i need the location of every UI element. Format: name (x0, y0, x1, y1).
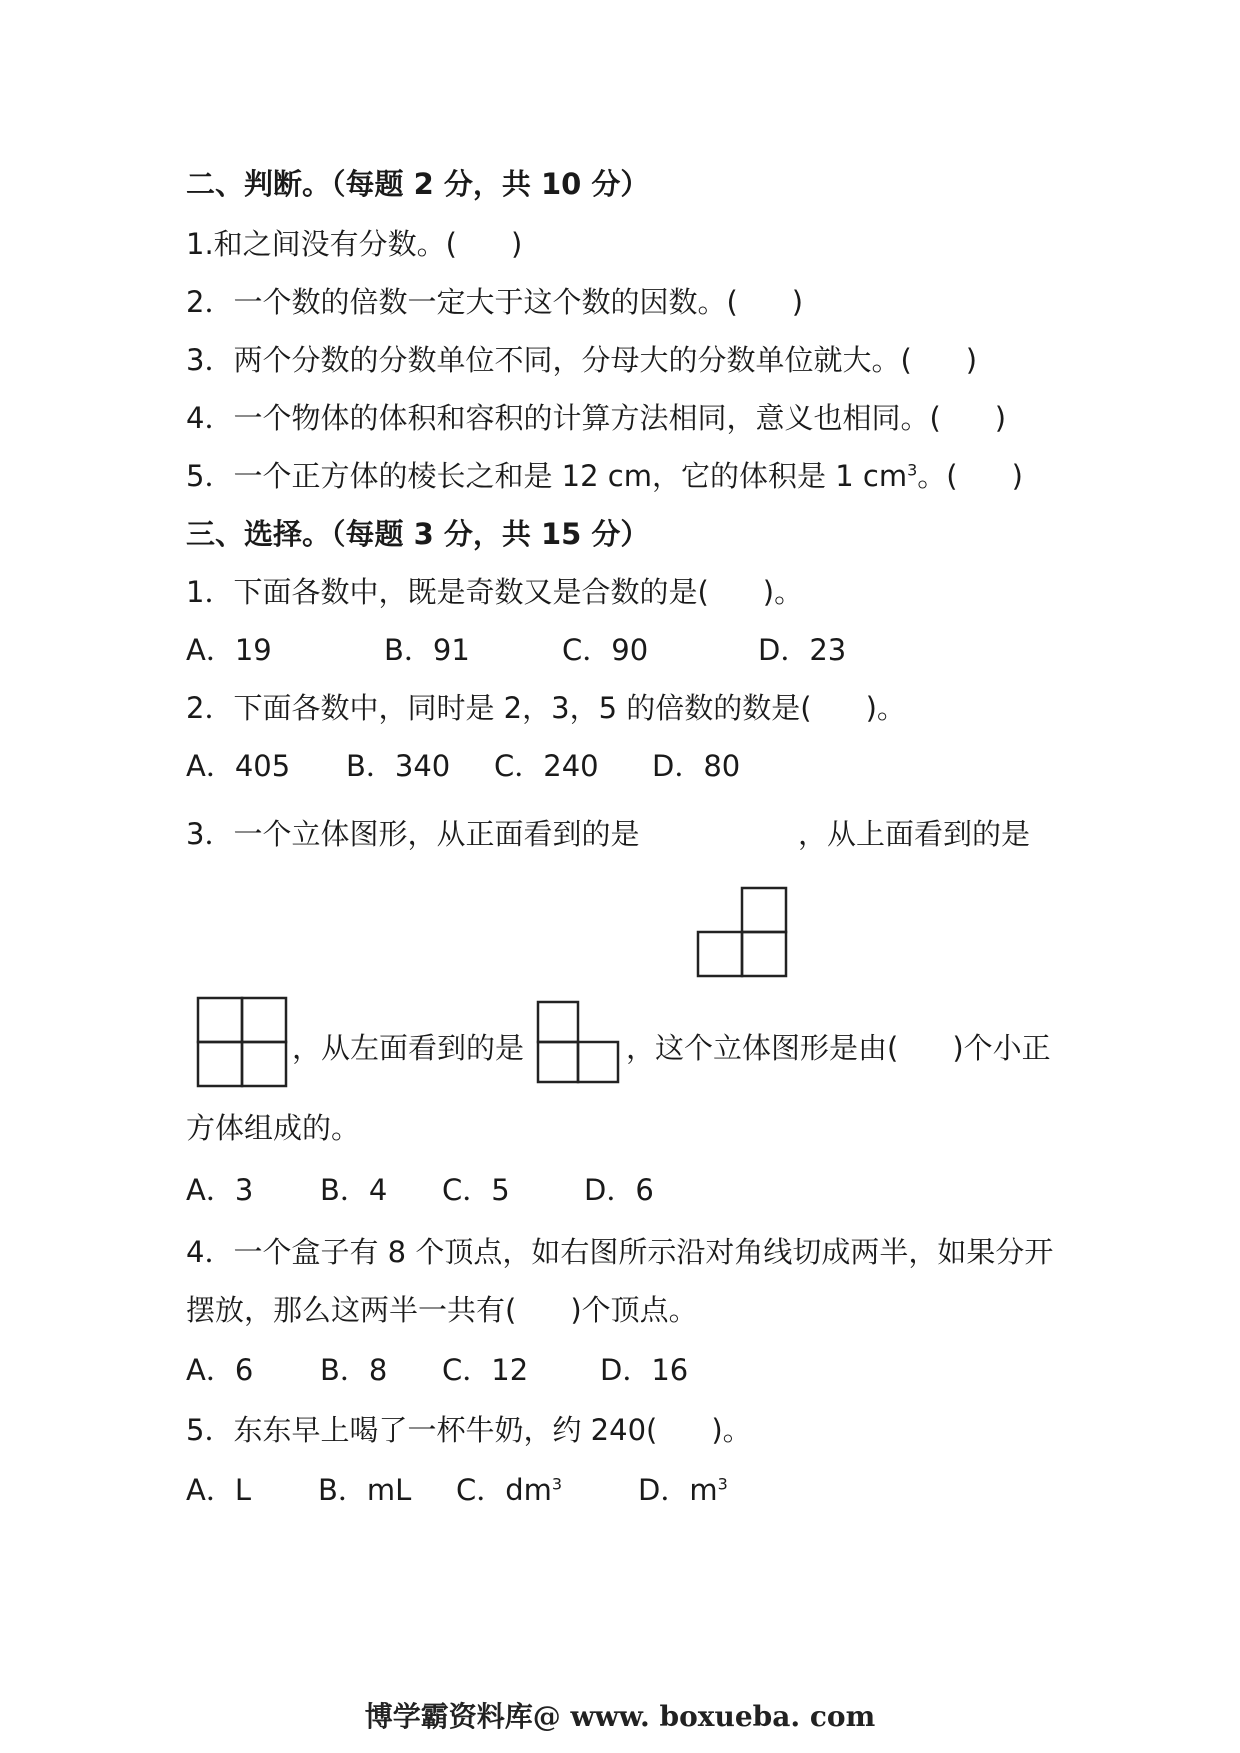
choice-q3-line1: 3．一个立体图形，从正面看到的是 (186, 817, 640, 851)
option-c: C．12 (442, 1353, 529, 1387)
choice-q4-line2: 摆放，那么这两半一共有( )个顶点。 (186, 1293, 698, 1327)
judge-item-1: 1.和之间没有分数。( ) (186, 227, 523, 261)
option-c: C．240 (494, 749, 599, 783)
choice-q5-stem: 5．东东早上喝了一杯牛奶，约 240( )。 (186, 1413, 752, 1447)
choice-q3-line1b: ，从上面看到的是 (798, 817, 1031, 851)
option-b: B．91 (384, 633, 470, 667)
option-a: A．3 (186, 1173, 254, 1207)
option-a: A．19 (186, 633, 272, 667)
choice-q1-stem: 1．下面各数中，既是奇数又是合数的是( )。 (186, 575, 804, 609)
left-view-grid (534, 1000, 624, 1086)
option-b: B．mL (318, 1473, 412, 1507)
choice-q4-line1: 4．一个盒子有 8 个顶点，如右图所示沿对角线切成两半，如果分开 (186, 1235, 1054, 1269)
top-view-grid (194, 996, 290, 1090)
option-d: D．80 (652, 749, 741, 783)
front-view-grid (694, 886, 790, 980)
judge-item-2: 2．一个数的倍数一定大于这个数的因数。( ) (186, 285, 804, 319)
choice-q2-stem: 2．下面各数中，同时是 2，3，5 的倍数的数是( )。 (186, 691, 906, 725)
section3-heading: 三、选择。（每题 3 分，共 15 分） (186, 517, 650, 551)
option-c: C．5 (442, 1173, 510, 1207)
footer-watermark: 博学霸资料库@ www. boxueba. com (364, 1700, 876, 1733)
option-d: D．$m^3$ (638, 1473, 728, 1507)
option-a: A．6 (186, 1353, 254, 1387)
option-c: C．90 (562, 633, 649, 667)
option-b: B．4 (320, 1173, 388, 1207)
judge-item-4: 4．一个物体的体积和容积的计算方法相同，意义也相同。( ) (186, 401, 1007, 435)
option-b: B．8 (320, 1353, 388, 1387)
choice-q3-line3: 方体组成的。 (186, 1111, 361, 1145)
choice-q3-line2a: ，从左面看到的是 (292, 1031, 525, 1065)
option-a: A．L (186, 1473, 251, 1507)
judge-item-3: 3．两个分数的分数单位不同，分母大的分数单位就大。( ) (186, 343, 978, 377)
option-a: A．405 (186, 749, 291, 783)
option-b: B．340 (346, 749, 451, 783)
option-d: D．16 (600, 1353, 689, 1387)
option-d: D．6 (584, 1173, 654, 1207)
section2-heading: 二、判断。（每题 2 分，共 10 分） (186, 167, 650, 201)
option-d: D．23 (758, 633, 847, 667)
choice-q3-line2b: ，这个立体图形是由( )个小正 (626, 1031, 1051, 1065)
judge-item-5: 5．一个正方体的棱长之和是 12 cm，它的体积是 1 $cm^3$。( ) (186, 459, 1023, 493)
option-c: C．$dm^3$ (456, 1473, 563, 1507)
